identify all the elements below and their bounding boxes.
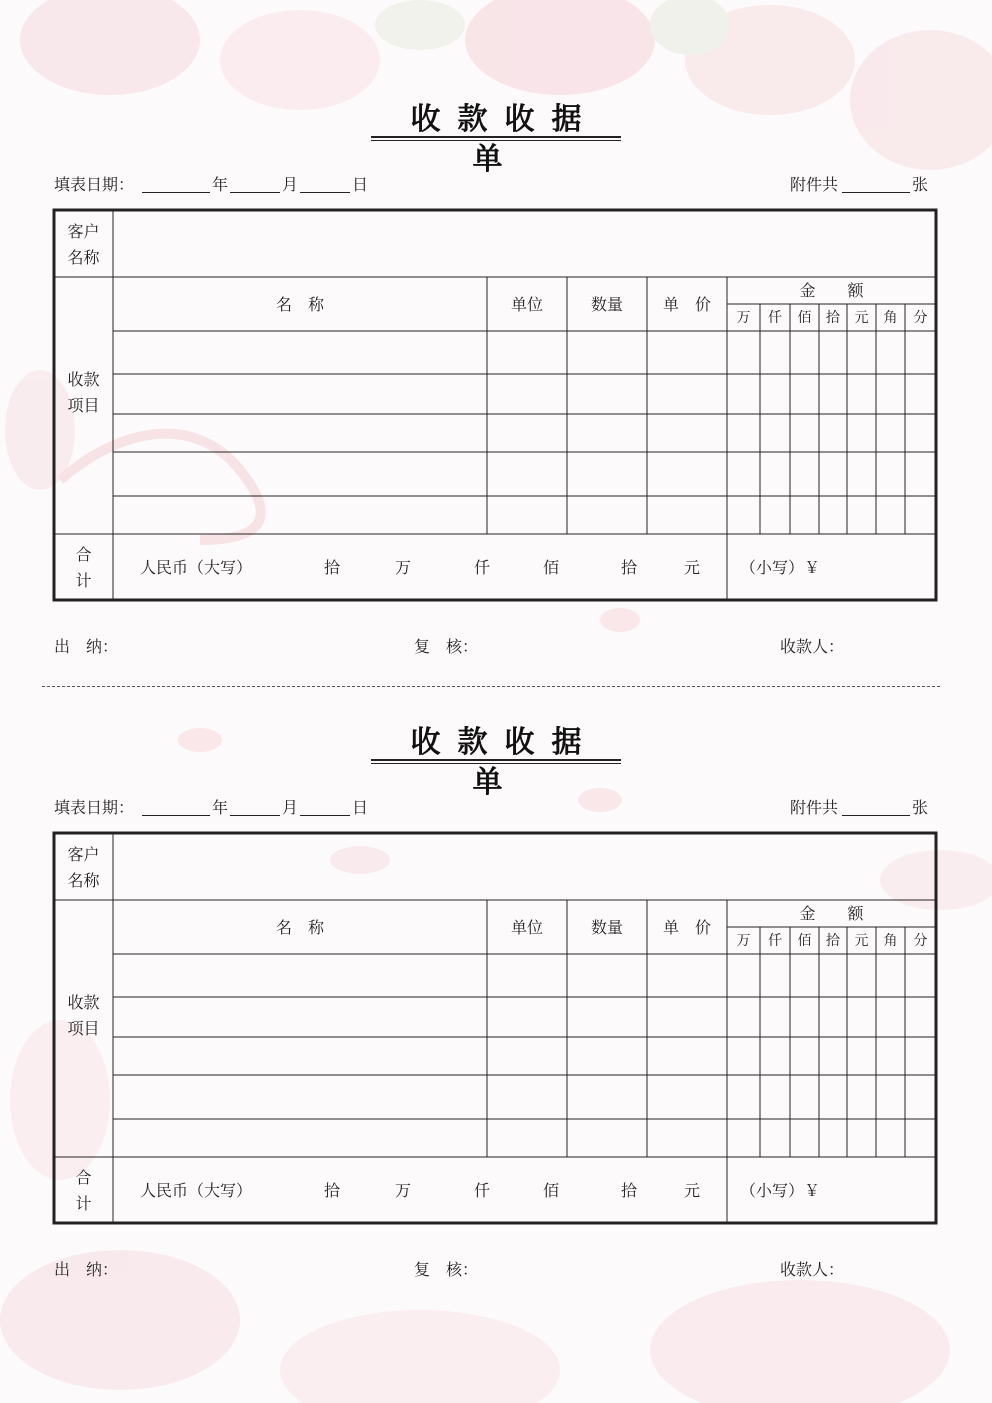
- column-header-quantity: 数量: [590, 918, 623, 937]
- upper-unit: 万: [395, 558, 412, 577]
- column-header-quantity: 数量: [590, 295, 623, 314]
- upper-unit: 拾: [621, 1181, 638, 1200]
- day-label: 日: [352, 175, 369, 194]
- customer-label: 名称: [67, 871, 100, 890]
- upper-unit: 佰: [543, 1181, 560, 1200]
- total-label: 计: [75, 1194, 92, 1213]
- customer-label: 名称: [67, 248, 100, 267]
- digit-header: 仟: [768, 310, 782, 326]
- upper-unit: 佰: [543, 558, 560, 577]
- upper-unit: 万: [395, 1181, 412, 1200]
- upper-unit: 拾: [621, 558, 638, 577]
- receipt-1: [0, 0, 992, 660]
- receipt-title: 收款收据单: [410, 102, 599, 177]
- customer-name-field[interactable]: [114, 211, 935, 276]
- upper-unit: 元: [684, 1181, 701, 1200]
- column-header-unit: 单位: [510, 295, 543, 314]
- digit-header: 元: [854, 310, 869, 326]
- column-header-name: 名 称: [275, 918, 324, 937]
- digit-header: 角: [883, 310, 898, 326]
- column-header-unit-price: 单 价: [662, 918, 711, 937]
- total-label: 计: [75, 571, 92, 590]
- column-header-amount: 金 额: [799, 904, 864, 923]
- items-label: 项目: [67, 396, 100, 415]
- column-header-amount: 金 额: [799, 281, 864, 300]
- attachment-label: 附件共: [790, 798, 839, 817]
- cashier-label: 出 纳：: [54, 637, 119, 656]
- total-label: 合: [75, 1168, 92, 1187]
- digit-header: 仟: [768, 933, 782, 949]
- items-label: 收款: [67, 370, 100, 389]
- items-label: 项目: [67, 1019, 100, 1038]
- payee-label: 收款人：: [780, 1260, 845, 1279]
- digit-header: 佰: [797, 310, 812, 326]
- upper-unit: 元: [684, 558, 701, 577]
- rmb-lowercase-label: （小写）￥: [740, 558, 821, 577]
- items-label: 收款: [67, 993, 100, 1012]
- customer-label: 客户: [67, 222, 100, 241]
- attachment-unit: 张: [912, 798, 929, 817]
- rmb-uppercase-label: 人民币（大写）: [140, 1181, 253, 1200]
- digit-header: 万: [736, 933, 751, 949]
- digit-header: 拾: [826, 310, 840, 326]
- column-header-unit: 单位: [510, 918, 543, 937]
- year-label: 年: [212, 175, 229, 194]
- cashier-label: 出 纳：: [54, 1260, 119, 1279]
- digit-header: 拾: [826, 933, 840, 949]
- digit-header: 元: [854, 933, 869, 949]
- customer-label: 客户: [67, 845, 100, 864]
- upper-unit: 拾: [324, 558, 341, 577]
- receipt-2: [0, 623, 992, 1283]
- column-header-unit-price: 单 价: [662, 295, 711, 314]
- digit-header: 角: [883, 933, 898, 949]
- reviewer-label: 复 核：: [414, 1260, 479, 1279]
- upper-unit: 仟: [474, 558, 491, 577]
- customer-name-field[interactable]: [114, 834, 935, 899]
- digit-header: 万: [736, 310, 751, 326]
- month-label: 月: [282, 175, 299, 194]
- digit-header: 分: [913, 310, 928, 326]
- upper-unit: 拾: [324, 1181, 341, 1200]
- upper-unit: 仟: [474, 1181, 491, 1200]
- rmb-lowercase-label: （小写）￥: [740, 1181, 821, 1200]
- year-label: 年: [212, 798, 229, 817]
- receipt-title: 收款收据单: [410, 725, 599, 800]
- day-label: 日: [352, 798, 369, 817]
- rmb-uppercase-label: 人民币（大写）: [140, 558, 253, 577]
- payee-label: 收款人：: [780, 637, 845, 656]
- month-label: 月: [282, 798, 299, 817]
- attachment-unit: 张: [912, 175, 929, 194]
- reviewer-label: 复 核：: [414, 637, 479, 656]
- column-header-name: 名 称: [275, 295, 324, 314]
- digit-header: 分: [913, 933, 928, 949]
- digit-header: 佰: [797, 933, 812, 949]
- date-label: 填表日期：: [54, 175, 135, 194]
- attachment-label: 附件共: [790, 175, 839, 194]
- total-label: 合: [75, 545, 92, 564]
- date-label: 填表日期：: [54, 798, 135, 817]
